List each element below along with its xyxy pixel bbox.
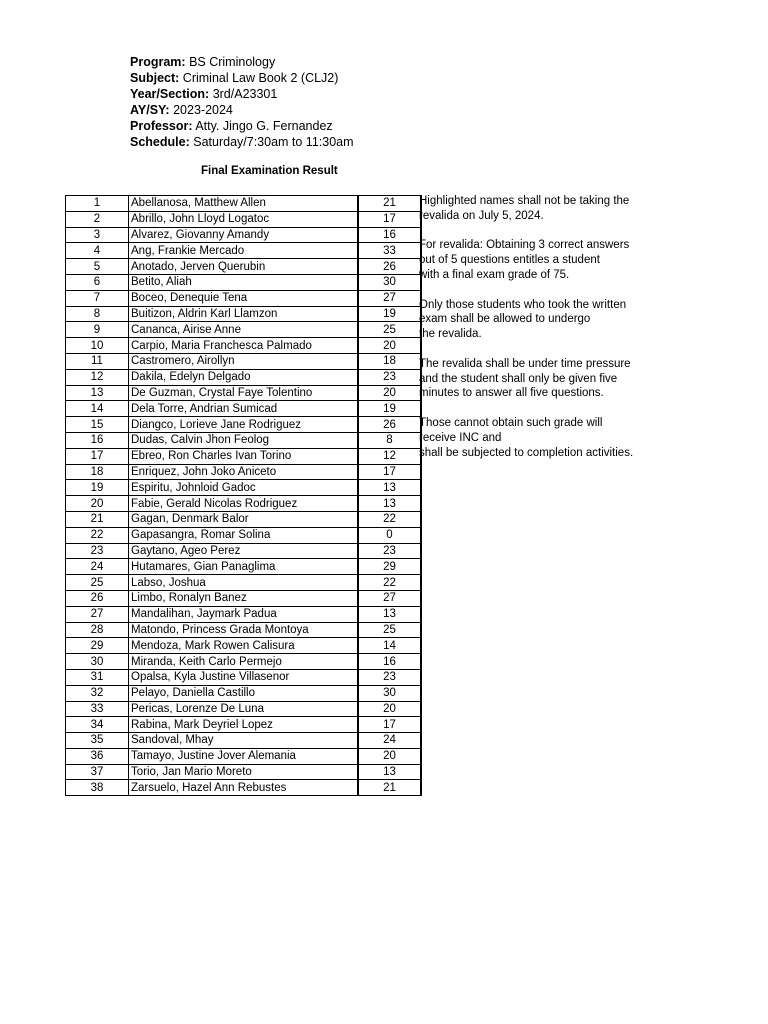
schedule-line: Schedule: Saturday/7:30am to 11:30am [130,135,354,149]
row-number: 23 [66,543,129,559]
table-row [66,575,422,591]
exam-score: 26 [358,259,421,275]
table-row [66,306,422,322]
row-number: 24 [66,559,129,575]
student-name: Carpio, Maria Franchesca Palmado [129,338,359,354]
student-name: Alvarez, Giovanny Amandy [129,227,359,243]
table-row [66,669,422,685]
student-name: Pelayo, Daniella Castillo [129,685,359,701]
table-row [66,511,422,527]
student-name: Gapasangra, Romar Solina [129,527,359,543]
subject-line: Subject: Criminal Law Book 2 (CLJ2) [130,71,339,85]
row-number: 18 [66,464,129,480]
exam-title: Final Examination Result [201,165,338,177]
student-name: Limbo, Ronalyn Banez [129,590,359,606]
table-row [66,448,422,464]
student-name: Boceo, Denequie Tena [129,290,359,306]
row-number: 25 [66,575,129,591]
exam-score: 23 [358,369,421,385]
row-number: 16 [66,432,129,448]
note-line: receive INC and [419,431,502,444]
table-row [66,353,422,369]
exam-score: 21 [358,780,421,796]
table-row [66,243,422,259]
student-name: Dudas, Calvin Jhon Feolog [129,432,359,448]
note-line: and the student shall only be given five [419,372,618,385]
exam-score: 13 [358,496,421,512]
exam-score: 17 [358,464,421,480]
exam-score: 20 [358,701,421,717]
student-name: Dakila, Edelyn Delgado [129,369,359,385]
student-name: Betito, Aliah [129,274,359,290]
table-row [66,748,422,764]
table-row [66,464,422,480]
table-row [66,701,422,717]
exam-score: 29 [358,559,421,575]
table-row [66,733,422,749]
student-name: Enriquez, John Joko Aniceto [129,464,359,480]
student-name: Rabina, Mark Deyriel Lopez [129,717,359,733]
row-number: 11 [66,353,129,369]
table-row [66,622,422,638]
schedule-value: Saturday/7:30am to 11:30am [193,135,354,149]
exam-score: 25 [358,622,421,638]
exam-score: 25 [358,322,421,338]
table-row [66,322,422,338]
table-row [66,638,422,654]
note-paragraph [419,357,739,401]
student-name: Espiritu, Johnloid Gadoc [129,480,359,496]
table-row [66,559,422,575]
note-line: out of 5 questions entitles a student [419,254,600,267]
note-line: The revalida shall be under time pressure [419,357,631,370]
row-number: 26 [66,590,129,606]
row-number: 30 [66,654,129,670]
exam-score: 22 [358,511,421,527]
student-name: Cananca, Airise Anne [129,322,359,338]
row-number: 14 [66,401,129,417]
note-paragraph [419,298,739,342]
table-row [66,290,422,306]
table-row [66,338,422,354]
note-line: the revalida. [419,328,482,341]
exam-score: 23 [358,543,421,559]
student-name: Ebreo, Ron Charles Ivan Torino [129,448,359,464]
table-row [66,780,422,796]
section-line: Year/Section: 3rd/A23301 [130,87,278,101]
student-name: Fabie, Gerald Nicolas Rodriguez [129,496,359,512]
exam-score: 17 [358,211,421,227]
table-row [66,227,422,243]
student-name: Torio, Jan Mario Moreto [129,764,359,780]
row-number: 8 [66,306,129,322]
note-line: Only those students who took the written [419,298,627,311]
student-name: De Guzman, Crystal Faye Tolentino [129,385,359,401]
exam-score: 20 [358,338,421,354]
note-paragraph [419,238,739,282]
exam-score: 30 [358,685,421,701]
table-row [66,496,422,512]
table-row [66,274,422,290]
student-name: Labso, Joshua [129,575,359,591]
note-line: revalida on July 5, 2024. [419,209,544,222]
exam-score: 24 [358,733,421,749]
student-name: Gagan, Denmark Balor [129,511,359,527]
student-name: Buitizon, Aldrin Karl Llamzon [129,306,359,322]
note-line: shall be subjected to completion activities. [419,446,634,459]
exam-score: 13 [358,606,421,622]
row-number: 35 [66,733,129,749]
table-row [66,527,422,543]
row-number: 7 [66,290,129,306]
exam-score: 16 [358,227,421,243]
student-name: Miranda, Keith Carlo Permejo [129,654,359,670]
exam-score: 33 [358,243,421,259]
row-number: 27 [66,606,129,622]
row-number: 17 [66,448,129,464]
row-number: 2 [66,211,129,227]
student-name: Tamayo, Justine Jover Alemania [129,748,359,764]
student-name: Mendoza, Mark Rowen Calisura [129,638,359,654]
student-name: Gaytano, Ageo Perez [129,543,359,559]
exam-score: 23 [358,669,421,685]
academic-year-line: AY/SY: 2023-2024 [130,103,233,117]
row-number: 38 [66,780,129,796]
student-name: Diangco, Lorieve Jane Rodriguez [129,417,359,433]
student-name: Ang, Frankie Mercado [129,243,359,259]
row-number: 34 [66,717,129,733]
program-value: BS Criminology [189,55,276,69]
student-name: Pericas, Lorenze De Luna [129,701,359,717]
program-line: Program: BS Criminology [130,55,276,69]
student-name: Mandalihan, Jaymark Padua [129,606,359,622]
exam-score: 22 [358,575,421,591]
exam-score: 19 [358,306,421,322]
row-number: 13 [66,385,129,401]
table-row [66,717,422,733]
table-row [66,480,422,496]
row-number: 19 [66,480,129,496]
note-line: with a final exam grade of 75. [419,268,570,281]
table-row [66,590,422,606]
student-name: Castromero, Airollyn [129,353,359,369]
row-number: 36 [66,748,129,764]
table-row [66,543,422,559]
exam-score: 17 [358,717,421,733]
exam-score: 19 [358,401,421,417]
student-name: Abellanosa, Matthew Allen [129,196,359,212]
student-name: Sandoval, Mhay [129,733,359,749]
row-number: 4 [66,243,129,259]
student-name: Anotado, Jerven Querubin [129,259,359,275]
professor-line: Professor: Atty. Jingo G. Fernandez [130,119,333,133]
row-number: 37 [66,764,129,780]
results-table-body [66,196,422,796]
exam-score: 14 [358,638,421,654]
table-row [66,606,422,622]
exam-score: 8 [358,432,421,448]
exam-score: 20 [358,385,421,401]
row-number: 1 [66,196,129,212]
academic-year-value: 2023-2024 [173,103,233,117]
table-row [66,432,422,448]
note-paragraph [419,416,739,460]
exam-score: 20 [358,748,421,764]
note-paragraph [419,194,739,224]
table-row [66,685,422,701]
row-number: 20 [66,496,129,512]
student-name: Opalsa, Kyla Justine Villasenor [129,669,359,685]
subject-value: Criminal Law Book 2 (CLJ2) [182,71,339,85]
results-table [65,195,422,796]
student-name: Hutamares, Gian Panaglima [129,559,359,575]
exam-score: 26 [358,417,421,433]
row-number: 31 [66,669,129,685]
exam-score: 13 [358,480,421,496]
student-name: Zarsuelo, Hazel Ann Rebustes [129,780,359,796]
exam-score: 30 [358,274,421,290]
student-name: Dela Torre, Andrian Sumicad [129,401,359,417]
row-number: 9 [66,322,129,338]
table-row [66,211,422,227]
student-name: Abrillo, John Lloyd Logatoc [129,211,359,227]
exam-score: 16 [358,654,421,670]
note-line: For revalida: Obtaining 3 correct answers [419,239,630,252]
row-number: 10 [66,338,129,354]
table-row [66,417,422,433]
note-line: minutes to answer all five questions. [419,387,604,400]
row-number: 6 [66,274,129,290]
row-number: 3 [66,227,129,243]
exam-score: 27 [358,290,421,306]
table-row [66,764,422,780]
exam-score: 12 [358,448,421,464]
note-line: Those cannot obtain such grade will [419,416,603,429]
row-number: 29 [66,638,129,654]
table-row [66,369,422,385]
table-row [66,385,422,401]
row-number: 33 [66,701,129,717]
section-value: 3rd/A23301 [212,87,278,101]
table-row [66,259,422,275]
note-line: Highlighted names shall not be taking the [419,195,630,207]
exam-score: 27 [358,590,421,606]
note-line: exam shall be allowed to undergo [419,313,591,326]
row-number: 32 [66,685,129,701]
row-number: 22 [66,527,129,543]
exam-score: 18 [358,353,421,369]
table-row [66,654,422,670]
table-row [66,196,422,212]
exam-score: 0 [358,527,421,543]
row-number: 28 [66,622,129,638]
revalida-notes [419,194,739,475]
exam-score: 21 [358,196,421,212]
row-number: 21 [66,511,129,527]
student-name: Matondo, Princess Grada Montoya [129,622,359,638]
course-info-header [130,54,354,150]
table-row [66,401,422,417]
row-number: 12 [66,369,129,385]
row-number: 15 [66,417,129,433]
row-number: 5 [66,259,129,275]
exam-score: 13 [358,764,421,780]
professor-value: Atty. Jingo G. Fernandez [195,119,333,133]
